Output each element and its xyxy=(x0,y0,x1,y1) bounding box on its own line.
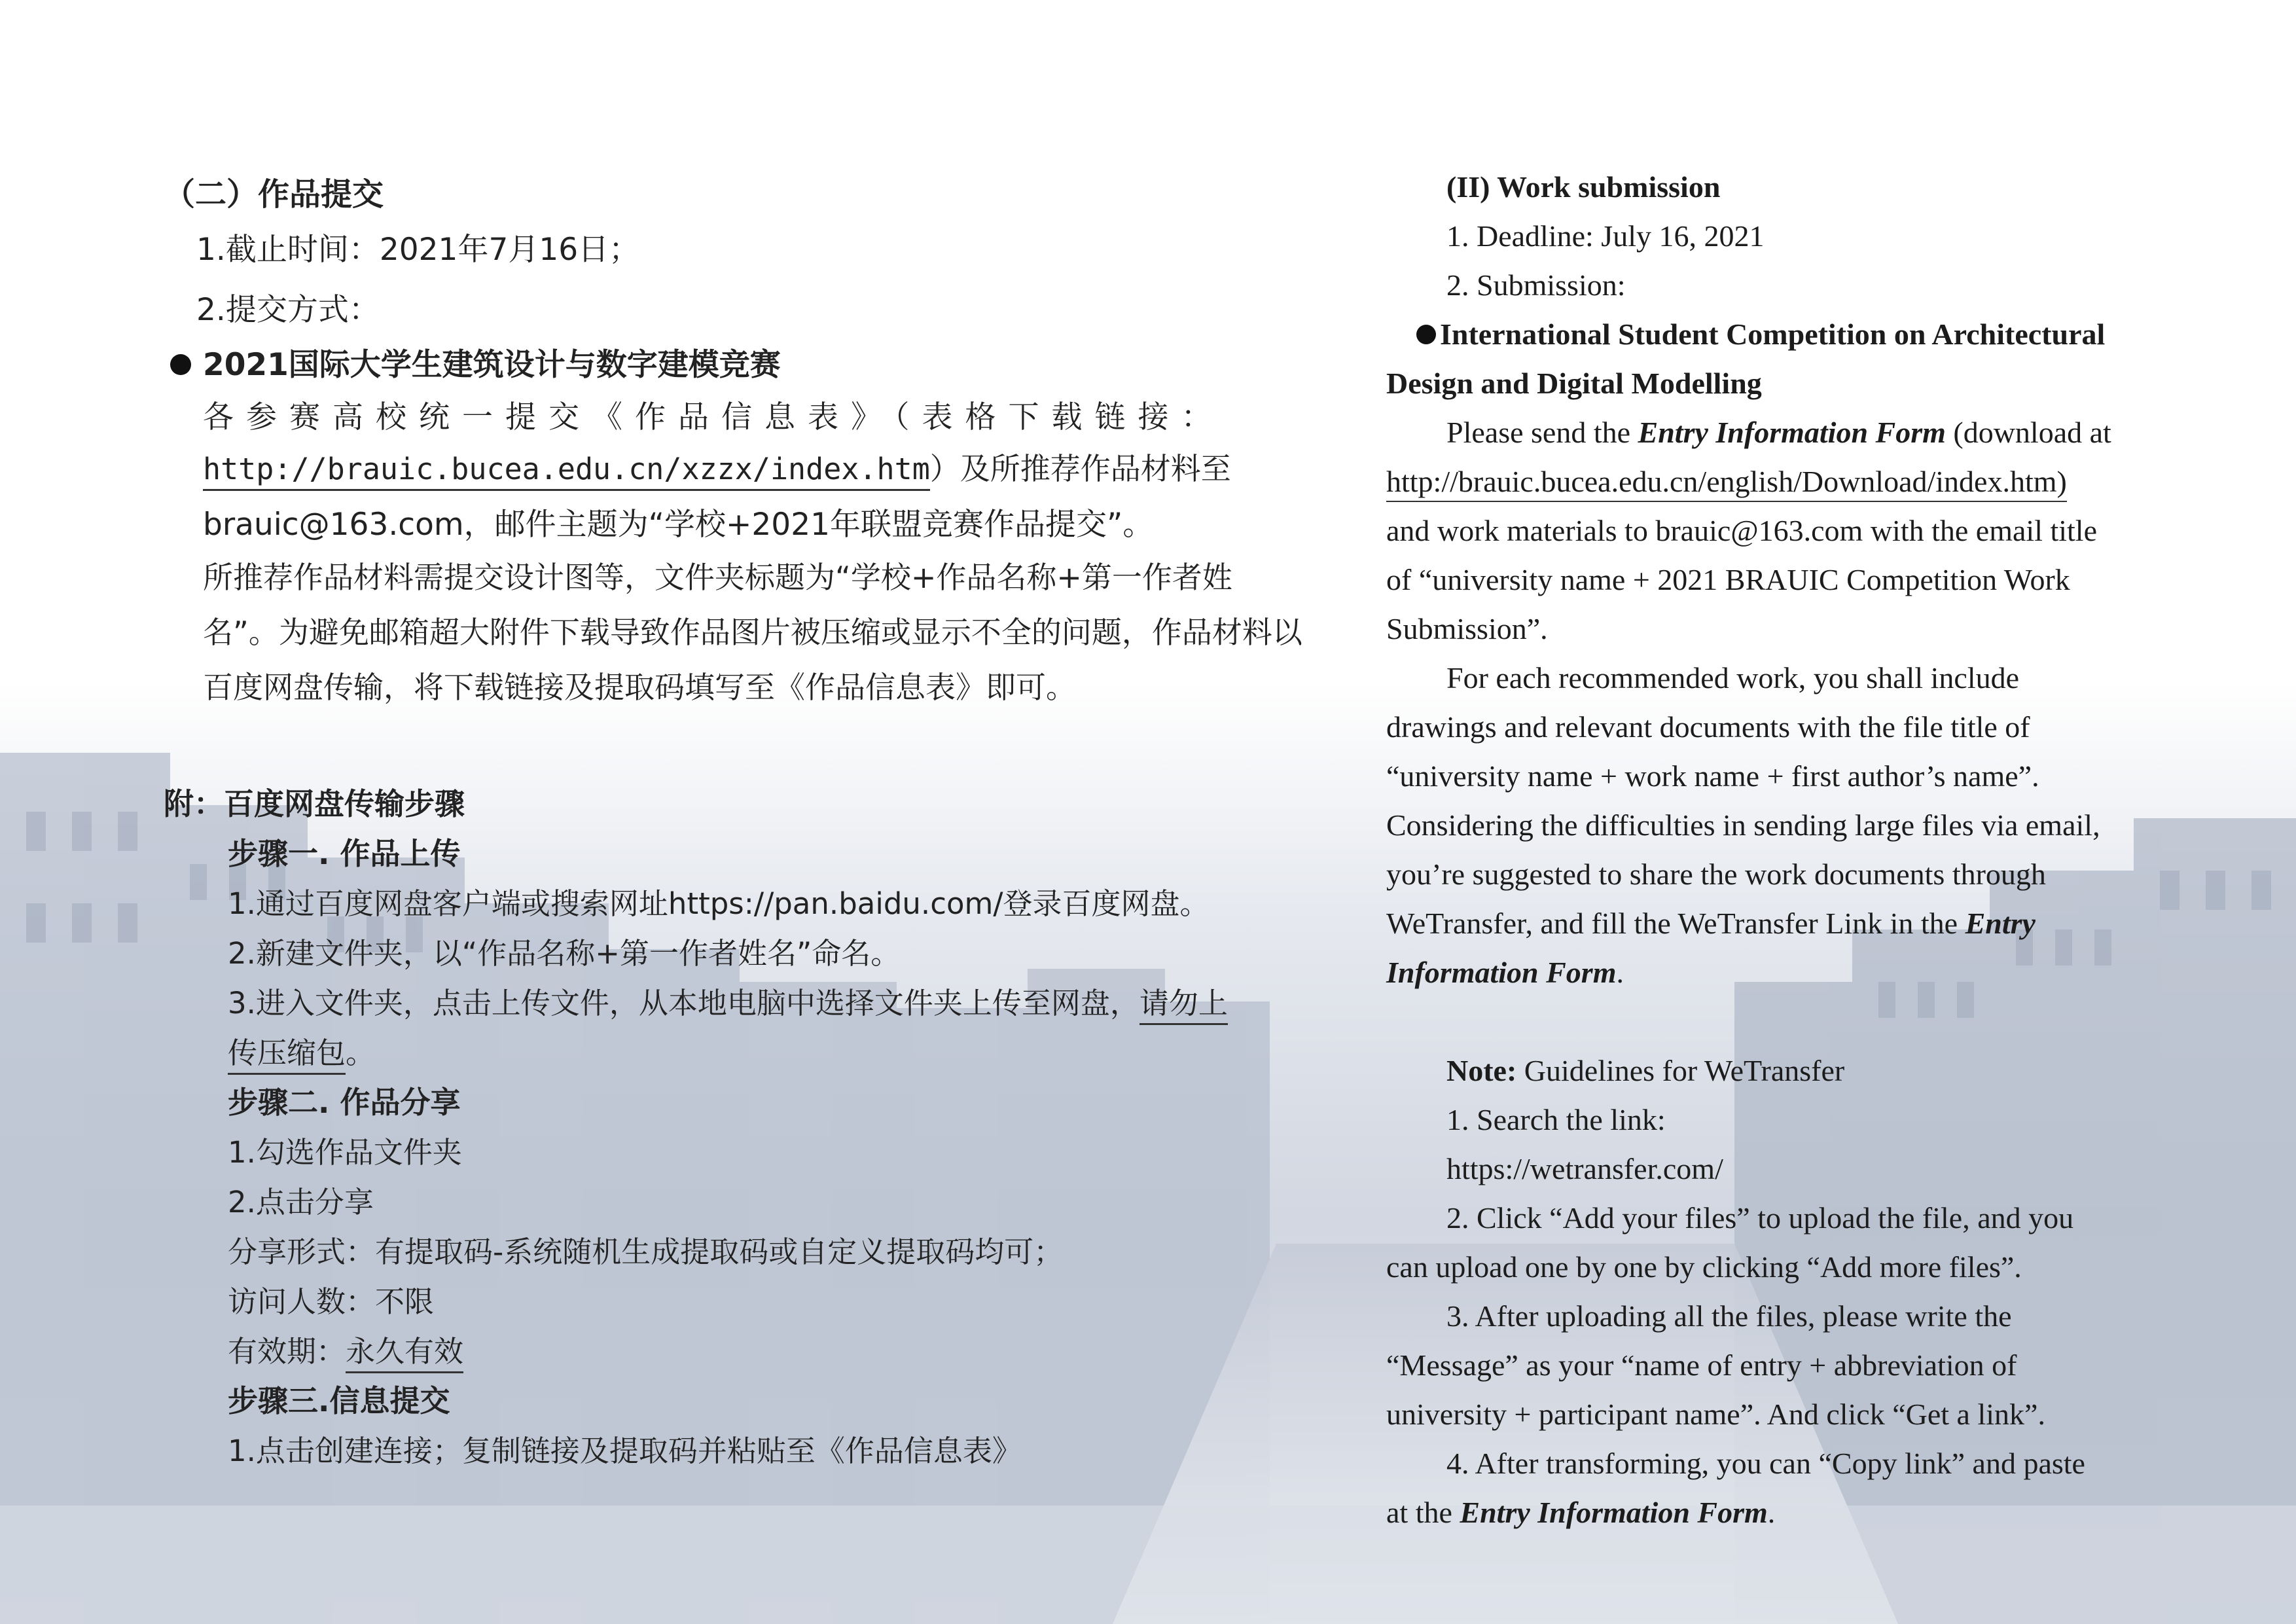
p2-line4: Considering the difficulties in sending large files via email, xyxy=(1386,808,2100,842)
competition-en-line2: Design and Digital Modelling xyxy=(1386,367,1762,400)
p2-line5: you’re suggested to share the work documents through xyxy=(1386,857,2046,891)
p1-line2 xyxy=(1386,457,2185,506)
appendix-title: 附：百度网盘传输步骤 xyxy=(164,786,465,821)
share-form: 分享形式：有提取码-系统随机生成提取码或自定义提取码均可； xyxy=(228,1235,1064,1269)
note-line xyxy=(1386,1046,2245,1095)
entry-form-name: Entry Information Form xyxy=(1638,416,1946,449)
note-item4-b xyxy=(1386,1488,2185,1537)
p1-text-a: Please send the xyxy=(1446,416,1638,449)
validity-label: 有效期： xyxy=(228,1334,346,1369)
para1-line2 xyxy=(203,445,1231,488)
note-item4-text: at the xyxy=(1386,1496,1460,1529)
para1-line1: 各参赛高校统一提交《作品信息表》（表格下载链接： xyxy=(203,399,1225,435)
step1-item2: 2.新建文件夹，以“作品名称+第一作者姓名”命名。 xyxy=(228,936,901,971)
english-download-link[interactable]: http://brauic.bucea.edu.cn/english/Download/index.htm) xyxy=(1386,465,2067,502)
para2: 所推荐作品材料需提交设计图等，文件夹标题为“学校+作品名称+第一作者姓名”。为避免邮箱超大附件下载导致作品图片被压缩或显示不全的问题，作品材料以百度网盘传输，将下载链接及提取码填写至《作品信息表》即可。 xyxy=(203,560,1302,705)
step2-title: 步骤二. 作品分享 xyxy=(228,1085,461,1120)
deadline-cn: 1.截止时间：2021年7月16日； xyxy=(196,232,640,268)
note-item2-b: can upload one by one by clicking “Add more files”. xyxy=(1386,1250,2022,1284)
entry-form-name-2: Entry Information Form xyxy=(1460,1496,1768,1529)
note-item4-end: . xyxy=(1767,1496,1776,1529)
bullet-icon xyxy=(170,354,191,375)
note-item1: 1. Search the link: xyxy=(1446,1103,1666,1136)
deadline-en: 1. Deadline: July 16, 2021 xyxy=(1446,219,1765,253)
note-item3-c: university + participant name”. And click “Get a link”. xyxy=(1386,1398,2045,1431)
no-zip-warning-1: 请勿上 xyxy=(1139,986,1228,1025)
validity xyxy=(228,1327,463,1370)
information-form-words: Information Form xyxy=(1386,956,1617,989)
p1-line3: and work materials to brauic@163.com with the email title xyxy=(1386,514,2098,547)
submission-en: 2. Submission: xyxy=(1446,268,1626,302)
p1-text-b: (download at xyxy=(1945,416,2111,449)
step3-item1: 1.点击创建连接；复制链接及提取码并粘贴至《作品信息表》 xyxy=(228,1434,1022,1468)
note-text: Guidelines for WeTransfer xyxy=(1516,1054,1845,1087)
para1-line2-tail: ）及所推荐作品材料至 xyxy=(929,451,1231,486)
competition-title-cn xyxy=(170,340,781,384)
bullet-icon-en xyxy=(1416,325,1436,344)
p2-line7 xyxy=(1386,948,2185,997)
method-cn: 2.提交方式： xyxy=(196,292,380,328)
p2-line1: For each recommended work, you shall include xyxy=(1446,661,2020,695)
p2-end: . xyxy=(1616,956,1624,989)
step1-title: 步骤一. 作品上传 xyxy=(228,836,461,871)
step1-item3 xyxy=(228,979,1228,1022)
p1-line5: Submission”. xyxy=(1386,612,1548,645)
note-label: Note: xyxy=(1446,1054,1517,1087)
note-item4-a: 4. After transforming, you can “Copy link” and paste xyxy=(1446,1447,2085,1480)
wetransfer-link[interactable]: https://wetransfer.com/ xyxy=(1446,1152,1723,1185)
p2-line3: “university name + work name + first author’s name”. xyxy=(1386,759,2039,793)
para1-line3: brauic@163.com，邮件主题为“学校+2021年联盟竞赛作品提交”。 xyxy=(203,507,1154,543)
p1-line1 xyxy=(1386,408,2245,457)
validity-value: 永久有效 xyxy=(346,1334,463,1373)
step1-item1: 1.通过百度网盘客户端或搜索网址https://pan.baidu.com/登录百度网盘。 xyxy=(228,886,1210,921)
visitors: 访问人数：不限 xyxy=(228,1284,435,1319)
step2-item2: 2.点击分享 xyxy=(228,1185,374,1219)
section-title-cn: （二）作品提交 xyxy=(164,176,384,213)
entry-word: Entry xyxy=(1965,907,2036,940)
step1-item3-cont xyxy=(228,1029,375,1072)
step1-item3-text: 3.进入文件夹，点击上传文件，从本地电脑中选择文件夹上传至网盘， xyxy=(228,986,1139,1020)
note-item3-b: “Message” as your “name of entry + abbreviation of xyxy=(1386,1348,2017,1382)
form-download-link[interactable]: http://brauic.bucea.edu.cn/xzzx/index.htm xyxy=(203,452,930,491)
step2-item1: 1.勾选作品文件夹 xyxy=(228,1135,462,1170)
note-item3-a: 3. After uploading all the files, please write the xyxy=(1446,1299,2012,1333)
competition-en-text1: International Student Competition on Architectural xyxy=(1440,317,2106,351)
competition-en-line1 xyxy=(1386,310,2215,359)
no-zip-warning-2: 传压缩包 xyxy=(228,1036,346,1075)
note-item2-a: 2. Click “Add your files” to upload the file, and you xyxy=(1446,1201,2074,1235)
p2-line6 xyxy=(1386,899,2185,948)
competition-title-text: 2021国际大学生建筑设计与数字建模竞赛 xyxy=(203,347,781,383)
step1-item3-end: 。 xyxy=(346,1036,376,1070)
section-title-en: (II) Work submission xyxy=(1446,170,1721,204)
step3-title: 步骤三.信息提交 xyxy=(228,1383,450,1418)
p1-line4: of “university name + 2021 BRAUIC Competition Work xyxy=(1386,563,2070,596)
p2-text-f: WeTransfer, and fill the WeTransfer Link in the xyxy=(1386,907,1965,940)
p2-line2: drawings and relevant documents with the file title of xyxy=(1386,710,2030,744)
